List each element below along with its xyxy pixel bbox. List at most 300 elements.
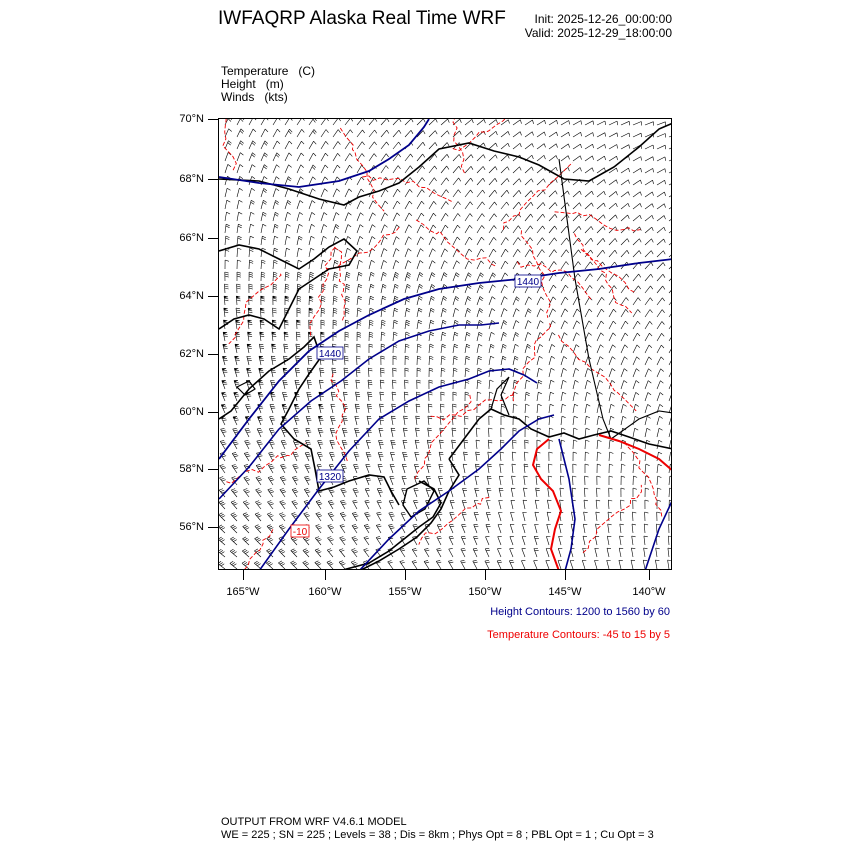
wind-barb xyxy=(655,560,659,569)
wind-barb xyxy=(573,226,581,233)
wind-barb xyxy=(429,332,434,341)
wind-barb xyxy=(255,513,261,521)
wind-barb xyxy=(369,154,377,161)
wind-barb xyxy=(452,428,456,437)
wind-barb xyxy=(609,215,617,221)
wind-barb xyxy=(549,156,558,162)
wind-barb xyxy=(549,368,555,377)
wind-barb xyxy=(657,216,666,222)
wind-barb xyxy=(501,155,509,161)
wind-barb xyxy=(267,513,273,521)
wind-barb xyxy=(225,236,230,245)
wind-barb xyxy=(273,165,280,173)
wind-barb xyxy=(405,284,411,293)
wind-barb xyxy=(429,166,437,173)
wind-barb xyxy=(597,380,603,389)
wind-barb xyxy=(549,214,557,221)
wind-barb xyxy=(429,213,436,221)
wind-barb xyxy=(352,537,358,546)
wind-barb xyxy=(561,121,570,126)
wind-barb xyxy=(657,251,665,257)
wind-barb xyxy=(561,345,567,354)
wind-barb xyxy=(464,452,468,461)
wind-barb xyxy=(453,308,459,317)
wind-barb xyxy=(345,165,352,173)
wind-barb xyxy=(669,369,672,377)
wind-barb xyxy=(309,201,315,210)
wind-barb xyxy=(224,296,228,305)
wind-barb xyxy=(221,428,227,437)
wind-barb xyxy=(477,225,484,233)
wind-barb xyxy=(621,133,630,137)
wind-barb xyxy=(285,129,292,137)
wind-barb xyxy=(633,203,642,209)
wind-barb xyxy=(261,236,266,245)
wind-barb xyxy=(597,488,601,497)
wind-barb xyxy=(475,488,480,497)
wind-barb xyxy=(489,428,493,437)
wind-barb xyxy=(488,440,492,449)
wind-barb xyxy=(403,428,407,437)
wind-barb xyxy=(525,226,533,233)
wind-barb xyxy=(309,236,315,245)
wind-barb xyxy=(428,416,432,425)
wind-barb xyxy=(333,141,340,149)
wind-barb xyxy=(270,404,275,413)
wind-barb xyxy=(417,142,425,149)
wind-barb xyxy=(633,251,641,258)
wind-barb xyxy=(237,260,241,269)
wind-barb xyxy=(501,167,509,173)
wind-barb xyxy=(249,236,254,245)
wind-barb xyxy=(436,560,441,569)
wind-barb xyxy=(465,332,470,341)
wind-barb xyxy=(339,561,345,569)
wind-barb xyxy=(352,512,358,521)
wind-barb xyxy=(477,166,485,173)
wind-barb xyxy=(297,177,304,185)
wind-barb xyxy=(441,166,449,173)
wind-barb xyxy=(429,178,437,185)
wind-barb xyxy=(669,192,672,197)
wind-barb xyxy=(441,344,446,353)
wind-barb xyxy=(439,452,443,461)
wind-barb xyxy=(633,309,640,317)
wind-barb xyxy=(477,237,484,245)
wind-barb xyxy=(297,129,304,137)
wind-barb xyxy=(333,248,339,257)
wind-barb xyxy=(561,191,569,197)
wind-barb xyxy=(381,356,385,365)
wind-barb xyxy=(525,440,529,449)
wind-barb xyxy=(404,392,408,401)
wind-barb xyxy=(489,344,494,353)
wind-barb xyxy=(321,141,328,149)
wind-barb xyxy=(669,181,672,186)
wind-barb xyxy=(246,404,252,413)
wind-barb xyxy=(333,165,340,173)
wind-barb xyxy=(501,120,510,125)
wind-barb xyxy=(294,428,300,437)
wind-barb xyxy=(645,381,651,389)
wind-barb xyxy=(425,536,430,545)
lat-tick xyxy=(208,469,218,470)
wind-barb xyxy=(219,501,225,509)
wind-barb xyxy=(501,190,509,197)
wind-barb xyxy=(426,488,431,497)
wind-barb xyxy=(450,500,455,509)
wind-barb xyxy=(441,119,449,125)
wind-barb xyxy=(283,380,288,389)
wind-barb xyxy=(609,357,615,365)
wind-barb xyxy=(453,332,458,341)
wind-barb xyxy=(285,165,292,173)
wind-barb xyxy=(417,189,424,197)
wind-barb xyxy=(561,416,566,425)
wind-barb xyxy=(306,416,311,425)
wind-barb xyxy=(237,248,241,257)
wind-barb xyxy=(439,440,443,449)
wind-barb xyxy=(549,344,555,353)
wind-barb xyxy=(260,320,264,329)
wind-barb xyxy=(513,132,522,137)
wind-barb xyxy=(534,560,538,569)
wind-barb xyxy=(405,308,410,317)
wind-barb xyxy=(609,333,616,341)
wind-barb xyxy=(585,168,594,173)
wind-barb xyxy=(417,178,425,185)
wind-barb xyxy=(284,332,288,341)
wind-barb xyxy=(633,133,642,137)
wind-barb xyxy=(501,214,509,221)
wind-barb xyxy=(513,321,519,330)
wind-barb xyxy=(369,225,375,233)
wind-barb xyxy=(633,192,642,197)
wind-barb xyxy=(584,488,588,497)
wind-barb xyxy=(513,190,521,197)
wind-barb xyxy=(633,180,642,185)
wind-barb xyxy=(632,512,636,521)
wind-barb xyxy=(596,500,600,509)
wind-barb xyxy=(393,142,401,149)
wind-barb xyxy=(573,144,582,149)
wind-barb xyxy=(549,416,553,425)
wind-barb xyxy=(453,261,460,269)
wind-barb xyxy=(243,537,250,545)
temperature-contour xyxy=(416,220,496,266)
wind-barb xyxy=(597,286,604,294)
wind-barb xyxy=(513,167,521,173)
wind-barb xyxy=(234,368,239,377)
wind-barb xyxy=(236,296,240,305)
wind-barb xyxy=(465,392,469,401)
wind-barb xyxy=(669,393,672,401)
wind-barb xyxy=(308,356,313,365)
wind-barb xyxy=(501,261,508,269)
wind-barb xyxy=(561,214,569,221)
wind-barb xyxy=(339,549,345,557)
wind-barb xyxy=(404,416,408,425)
wind-barb xyxy=(429,356,433,365)
model-info-line1: OUTPUT FROM WRF V4.6.1 MODEL xyxy=(221,816,407,828)
wind-barb xyxy=(343,392,347,401)
wind-barb xyxy=(633,298,641,305)
wind-barb xyxy=(405,356,409,365)
lat-label-64: 64°N xyxy=(179,290,204,302)
wind-barb xyxy=(453,356,458,365)
wind-barb xyxy=(525,321,531,330)
wind-barb xyxy=(340,500,346,509)
wind-barb xyxy=(597,191,605,197)
wind-barb xyxy=(549,404,554,413)
wind-barb xyxy=(365,476,371,485)
wind-barb xyxy=(381,249,387,258)
wind-barb xyxy=(573,464,577,473)
lat-label-70: 70°N xyxy=(179,113,204,125)
wind-barb xyxy=(657,345,664,353)
wind-barb xyxy=(293,452,299,461)
wind-barb xyxy=(221,404,227,413)
wind-barb xyxy=(537,392,542,401)
wind-barb xyxy=(391,416,395,425)
wind-barb xyxy=(278,561,285,569)
wind-barb xyxy=(254,561,261,569)
lat-label-58: 58°N xyxy=(179,463,204,475)
wind-barb xyxy=(633,274,641,281)
wind-barb xyxy=(657,227,665,233)
wind-barb xyxy=(549,226,557,233)
wind-barb xyxy=(465,119,473,125)
wind-barb xyxy=(621,416,626,425)
wind-barb xyxy=(585,262,593,269)
wind-barb xyxy=(327,549,333,557)
wind-barb xyxy=(645,157,654,161)
wind-barb xyxy=(621,298,629,306)
wind-barb xyxy=(449,548,453,557)
wind-barb xyxy=(369,237,375,246)
wind-barb xyxy=(297,212,303,221)
wind-barb xyxy=(297,165,304,173)
wind-barb xyxy=(237,188,243,197)
wind-barb xyxy=(621,321,628,329)
wind-barb xyxy=(261,212,266,221)
wind-barb xyxy=(412,560,417,569)
wind-barb xyxy=(633,357,640,365)
wind-barb xyxy=(357,272,362,281)
wind-barb xyxy=(657,440,662,449)
wind-barb xyxy=(477,285,483,293)
wind-barb xyxy=(585,203,593,209)
wind-barb xyxy=(393,320,398,329)
wind-barb xyxy=(285,153,292,161)
wind-barb xyxy=(340,537,346,546)
wind-barb xyxy=(272,332,277,341)
wind-barb xyxy=(513,356,518,365)
wind-barb xyxy=(257,440,263,449)
wind-barb xyxy=(415,440,419,449)
wind-barb xyxy=(465,202,473,209)
wind-barb xyxy=(364,524,370,533)
wind-barb xyxy=(403,452,408,461)
wind-barb xyxy=(474,524,479,533)
wind-barb xyxy=(513,179,521,185)
wind-barb xyxy=(390,476,395,485)
wind-barb xyxy=(645,333,652,341)
wind-barb xyxy=(244,477,250,486)
wind-barb xyxy=(525,179,533,185)
wind-barb xyxy=(297,119,305,125)
wind-barb xyxy=(489,285,496,293)
wind-barb xyxy=(400,548,405,557)
temperature-contour xyxy=(327,227,400,268)
wind-barb xyxy=(583,536,587,545)
wind-barb xyxy=(573,168,582,174)
wind-barb xyxy=(546,536,550,545)
wind-barb xyxy=(315,537,321,545)
wind-barb xyxy=(619,560,623,569)
wind-barb xyxy=(657,333,664,341)
wind-barb xyxy=(525,120,534,125)
wind-barb xyxy=(489,380,494,389)
wind-barb xyxy=(476,428,480,437)
wind-barb xyxy=(656,548,660,557)
wind-barb xyxy=(282,392,287,401)
wind-barb xyxy=(391,440,396,449)
wind-barb xyxy=(340,525,345,534)
wind-barb xyxy=(369,320,373,329)
wind-barb xyxy=(498,512,502,521)
wind-barb xyxy=(261,119,268,125)
wind-barb xyxy=(597,345,604,353)
wind-barb xyxy=(315,561,321,569)
wind-barb xyxy=(368,380,372,389)
wind-barb xyxy=(449,536,454,545)
wind-barb xyxy=(388,561,393,570)
wind-barb xyxy=(633,392,639,401)
wind-barb xyxy=(357,154,364,162)
wind-barb xyxy=(416,404,420,413)
wind-barb xyxy=(462,500,467,509)
wind-barb xyxy=(237,284,241,293)
wind-barb xyxy=(219,513,225,521)
wind-barb xyxy=(597,274,605,281)
wind-barb xyxy=(390,464,395,473)
wind-barb xyxy=(333,213,339,222)
wind-barb xyxy=(405,213,412,221)
wind-barb xyxy=(427,464,432,473)
wind-barb xyxy=(465,225,472,233)
wind-barb xyxy=(450,512,455,521)
wind-barb xyxy=(645,369,652,377)
wind-barb xyxy=(365,488,370,497)
wind-barb xyxy=(621,476,625,485)
wind-barb xyxy=(405,166,413,173)
coastline-north xyxy=(219,123,672,205)
wind-barb xyxy=(573,368,579,377)
wind-barb xyxy=(546,548,550,557)
wind-barb xyxy=(669,488,672,497)
wind-barb xyxy=(669,298,672,305)
wind-barb xyxy=(633,488,637,497)
wind-barb xyxy=(537,368,542,377)
wind-barb xyxy=(477,249,484,257)
wind-barb xyxy=(257,416,263,425)
wind-barb xyxy=(297,141,304,149)
wind-barb xyxy=(330,428,335,437)
wind-barb xyxy=(249,141,256,149)
wind-barb xyxy=(223,344,228,353)
wind-barb xyxy=(669,452,672,461)
wind-barb xyxy=(486,536,490,545)
wind-barb xyxy=(258,392,263,401)
wind-barb xyxy=(357,119,365,125)
wind-barb xyxy=(345,153,352,161)
height-contour-1500 xyxy=(219,119,429,187)
wind-barb xyxy=(645,404,651,413)
wind-barb xyxy=(585,416,590,425)
wind-barb xyxy=(345,308,349,317)
wind-barb xyxy=(424,560,429,569)
wind-barb xyxy=(453,392,457,401)
wind-barb xyxy=(489,214,497,221)
wind-barb xyxy=(405,344,409,353)
wind-barb xyxy=(513,226,521,233)
wind-barb xyxy=(609,133,618,137)
map-svg xyxy=(219,119,672,570)
wind-barb xyxy=(345,189,352,197)
wind-barb xyxy=(412,548,417,557)
wind-barb xyxy=(225,164,231,173)
wind-barb xyxy=(644,536,648,545)
wind-barb xyxy=(330,416,335,425)
wind-barb xyxy=(609,488,613,497)
wind-barb xyxy=(477,190,485,197)
wind-barb xyxy=(366,440,371,449)
wind-barb xyxy=(549,440,553,449)
wind-barb xyxy=(510,536,514,545)
wind-barb xyxy=(393,201,400,209)
wind-barb xyxy=(473,560,478,569)
wind-barb xyxy=(501,428,505,437)
wind-barb xyxy=(597,321,604,329)
wind-barb xyxy=(357,142,365,149)
wind-barb xyxy=(424,548,429,557)
wind-barb xyxy=(513,404,517,413)
wind-barb xyxy=(485,548,490,557)
coastline-cook-inlet xyxy=(491,377,509,415)
wind-barb xyxy=(364,536,369,545)
wind-barb xyxy=(473,548,478,557)
wind-barb xyxy=(549,333,555,342)
wind-barb xyxy=(309,296,313,305)
wind-barb xyxy=(609,440,614,449)
wind-barb xyxy=(513,143,521,149)
wind-barb xyxy=(417,225,424,233)
wind-barb xyxy=(417,296,423,305)
model-info-line2: WE = 225 ; SN = 225 ; Levels = 38 ; Dis = 8km ; Phys Opt = 8 ; PBL Opt = 1 ; Cu Opt = 3 xyxy=(221,829,654,841)
wind-barb xyxy=(381,332,385,341)
wind-barb xyxy=(561,285,568,293)
wind-barb xyxy=(249,119,256,125)
wind-barb xyxy=(232,452,238,461)
wind-barb xyxy=(657,145,666,149)
wind-barb xyxy=(344,380,349,389)
wind-barb xyxy=(353,500,358,509)
wind-barb xyxy=(513,120,522,125)
wind-barb xyxy=(549,132,558,137)
lat-label-60: 60°N xyxy=(179,406,204,418)
wind-barb xyxy=(405,261,411,270)
